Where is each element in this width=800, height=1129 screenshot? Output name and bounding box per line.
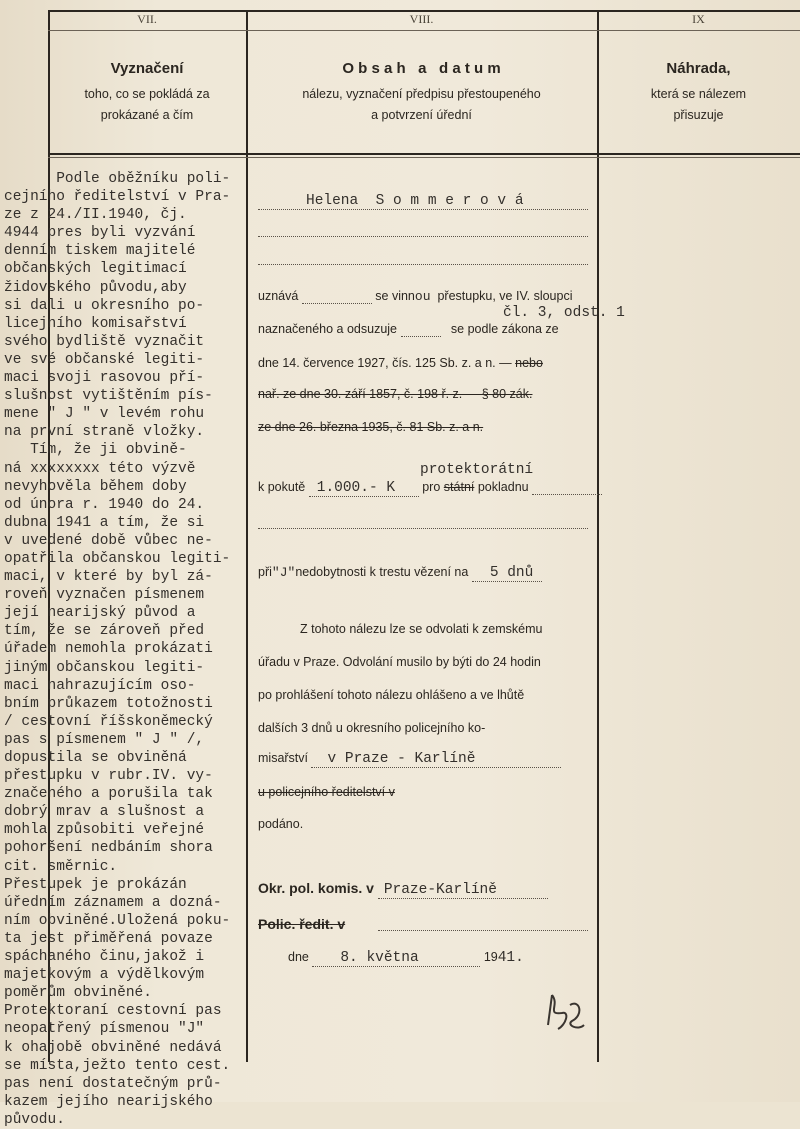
col9-title: Náhrada, [666,60,731,77]
col9-numeral: IX [692,12,705,26]
justification-line: v uvedené době vůbec ne- [4,532,213,549]
polic-line: Polic. ředit. v [258,916,346,932]
justification-line: bním průkazem totožnosti [4,695,213,712]
justification-line: kazem jejího nearijského [4,1093,213,1110]
verdict-line-2: naznačeného a odsuzuje se podle zákona ze [258,322,559,336]
appeal-line-3: po prohlášení tohoto nálezu ohlášeno a ve lhůtě [258,688,525,702]
justification-line: licejního komisařství [4,315,187,332]
justification-line: značeného a porušila tak [4,786,213,803]
verdict-line-3: dne 14. července 1927, čís. 125 Sb. z. a n. — nebo [258,356,543,370]
justification-line: 4944 pres byli vyzvání [4,225,196,242]
name-line-2 [258,222,588,237]
justification-line: ve své občanské legiti- [4,351,205,368]
imprisonment-line: při"J"nedobytnosti k trestu vězení na 5 dnů [258,565,542,582]
name-line-3 [258,250,588,265]
polic-line-dots [378,916,588,931]
justification-line: úřadem nemohla prokázati [4,641,213,658]
justification-line: pas není dostatečným prů- [4,1075,222,1092]
struck-line-2: ze dne 26. března 1935, č. 81 Sb. z. a n. [258,420,484,434]
justification-line: původu. [4,1111,65,1128]
justification-line: Protektoraní cestovní pas [4,1003,222,1020]
protektoratni-typed: protektorátní [420,462,534,478]
justification-line: opatřila občanskou legiti- [4,550,231,567]
justification-line: maci nahrazujícím oso- [4,677,196,694]
date-line: dne 8. května 1941. [288,950,524,966]
justification-line: Tím, že ji obvině- [4,442,187,459]
col8-numeral: VIII. [409,12,434,26]
justification-line: občanských legitimací [4,261,187,278]
justification-text [4,170,230,1129]
justification-line: dopustila se obviněná [4,750,187,766]
justification-line: pas s písmenem " J " /, [4,731,205,748]
justification-line: poměrům obviněné. [4,985,152,1002]
justification-line: si dali u okresního po- [4,297,205,314]
justification-line: dubna 1941 a tím, že si [4,514,205,531]
justification-line: cejního ředitelství v Pra- [4,189,231,206]
appeal-line-1: Z tohoto nálezu lze se odvolati k zemskému [300,622,543,636]
justification-line: jiným občanskou legiti- [4,659,205,676]
header-bottom-rule [48,153,800,155]
appeal-line-2: úřadu v Praze. Odvolání musilo by býti do 24 hodin [258,655,541,669]
justification-line: / cestovní říšskoněmecký [4,713,213,730]
okr-line: Okr. pol. komis. v Praze-Karlíně [258,880,548,899]
struck-line-1: nař. ze dne 30. září 1857, č. 198 ř. z. — § 80 zák. [258,387,533,401]
justification-line: židovského původu,aby [4,279,187,296]
justification-line: úředním záznamem a dozná- [4,894,222,911]
justification-line: tím, že se zároveň před [4,623,205,640]
justification-line: slušnost vytištěním pís- [4,388,213,405]
justification-line: maci svoji rasovou pří- [4,370,205,387]
header-bottom-rule-2 [48,157,800,158]
col8-sub2: a potvrzení úřední [371,108,472,122]
defendant-name: Helena S o m m e r o v á [306,193,524,209]
justification-line: ze z 24./II.1940, čj. [4,207,187,224]
police-directorate-struck: u policejního ředitelství v [258,785,395,799]
justification-line: cit. směrnic. [4,858,118,875]
justification-line: přestupku v rubr.IV. vy- [4,768,213,785]
col8-sub1: nálezu, vyznačení předpisu přestoupeného [302,87,541,101]
justification-line: nevyhověla během doby [4,478,187,495]
justification-line: Podle oběžníku poli- [4,171,231,187]
justification-line: ním obviněné.Uložená poku- [4,912,231,929]
justification-line: maci, v které by byl zá- [4,569,213,586]
justification-line: denním tiskem majitelé [4,243,196,260]
justification-line: dobrý mrav a slušnost a [4,804,205,821]
justification-line: neopatřený písmenou "J" [4,1021,205,1038]
justification-line: její nearijský původ a [4,605,196,622]
podano: podáno. [258,817,304,831]
justification-line: mene " J " v levém rohu [4,406,205,423]
fine-line: k pokutě 1.000.- K pro státní pokladnu [258,480,602,497]
paragraph-typed: čl. 3, odst. 1 [503,305,625,321]
justification-line: mohla způsobiti veřejné [4,822,205,839]
appeal-line-4: dalších 3 dnů u okresního policejního ko- [258,721,486,735]
col7-title: Vyznačení [110,60,184,77]
col9-sub2: přisuzuje [673,108,724,122]
justification-line: Přestupek je prokázán [4,876,187,893]
name-line [258,193,588,210]
justification-line: na první straně vložky. [4,424,205,441]
justification-line: od února r. 1940 do 24. [4,496,205,513]
justification-line: spáchaného činu,jakož i [4,949,205,966]
justification-line: roveň vyznačen písmenem [4,587,205,604]
col7-sub1: toho, co se pokládá za [84,87,210,101]
justification-line: majetkovým a výdělkovým [4,967,205,984]
col9-sub1: která se nálezem [650,87,747,101]
justification-line: svého bydliště vyznačit [4,333,205,350]
numeral-rule [48,30,800,31]
fine-line-2 [258,514,588,529]
justification-line: k ohajobě obviněné nedává [4,1039,222,1056]
justification-line: pohoršení nedbáním shora [4,840,213,857]
commissariat-line: misařství v Praze - Karlíně [258,751,561,768]
justification-line: ná xxxxxxxx této výzvě [4,460,196,477]
column-divider-middle [246,10,248,1062]
verdict-line-1: uznává se vinnou přestupku, ve IV. sloupci [258,289,573,304]
col7-numeral: VII. [137,12,157,26]
justification-line: ta jest přiměřená povaze [4,930,213,947]
col8-title: O b s a h a d a t u m [342,60,501,77]
col7-sub2: prokázané a čím [100,108,194,122]
signature-scribble [540,985,590,1035]
column-divider-right [597,10,599,1062]
justification-line: se místa,ježto tento cest. [4,1057,231,1074]
